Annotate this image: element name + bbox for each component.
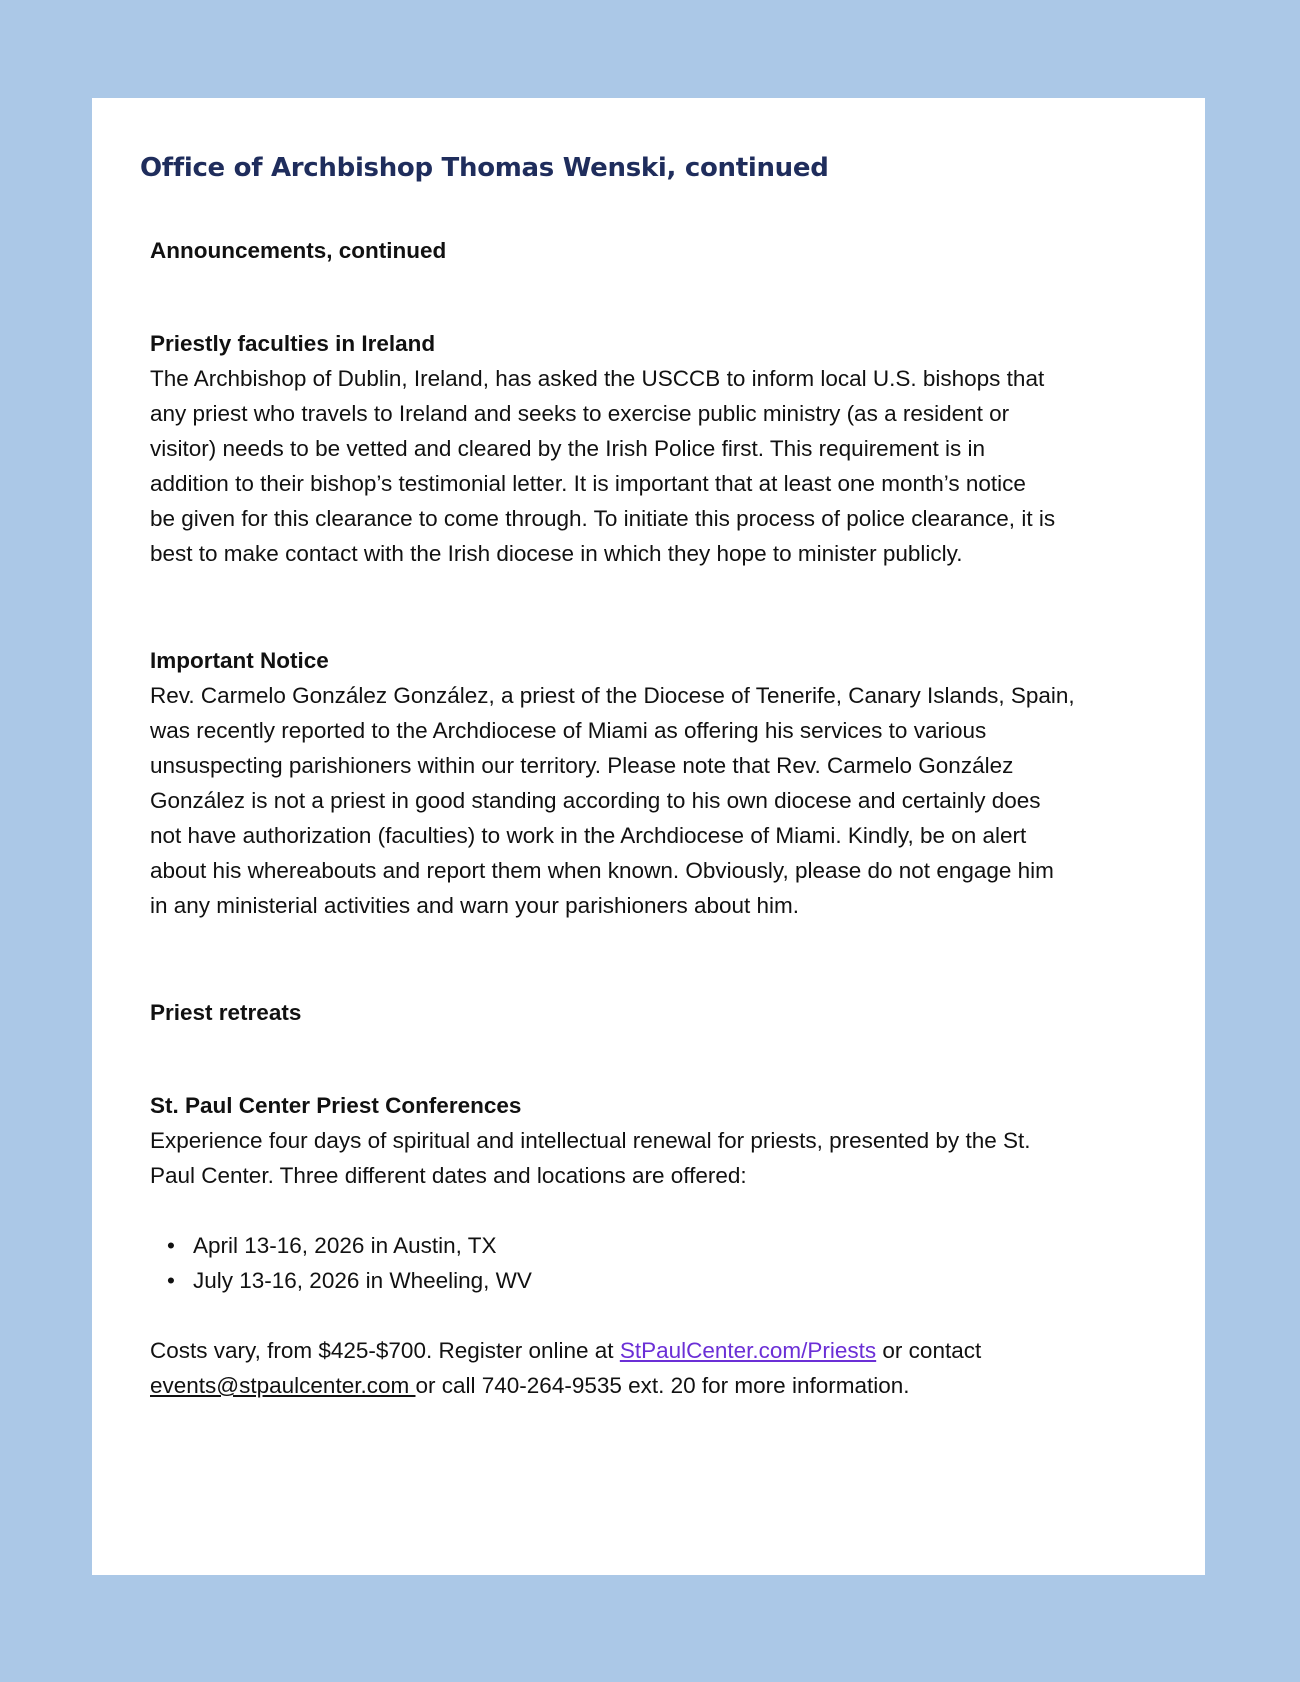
costs-text: or call 740-264-9535 ext. 20 for more information. [415,1373,910,1398]
retreats-heading: Priest retreats [150,1000,302,1025]
faculties-heading: Priestly faculties in Ireland [150,331,436,356]
notice-paragraph [150,678,1150,923]
document-body [150,233,1150,1403]
email-link[interactable]: events@stpaulcenter.com [150,1373,416,1398]
notice-line: in any ministerial activities and warn your parishioners about him. [150,893,800,918]
register-link[interactable]: StPaulCenter.com/Priests [619,1338,877,1363]
list-item [150,1228,1150,1263]
document-page [92,98,1205,1575]
list-item-text: July 13-16, 2026 in Wheeling, WV [193,1268,532,1293]
conferences-line: Paul Center. Three different dates and locations are offered: [150,1163,747,1188]
conference-dates-list [150,1228,1150,1298]
faculties-line: visitor) needs to be vetted and cleared by the Irish Police first. This requirement is in [150,436,985,461]
notice-line: not have authorization (faculties) to work in the Archdiocese of Miami. Kindly, be on alert [150,823,1027,848]
list-item [150,1263,1150,1298]
conferences-heading: St. Paul Center Priest Conferences [150,1093,522,1118]
costs-text: Costs vary, from $425-$700. Register online at [150,1338,620,1363]
page-title: Office of Archbishop Thomas Wenski, continued [140,153,829,183]
bullet-icon: • [167,1268,175,1293]
notice-line: González is not a priest in good standing according to his own diocese and certainly does [150,788,1041,813]
notice-line: about his whereabouts and report them when known. Obviously, please do not engage him [150,858,1054,883]
faculties-line: any priest who travels to Ireland and seeks to exercise public ministry (as a resident or [150,401,1010,426]
notice-line: Rev. Carmelo González González, a priest of the Diocese of Tenerife, Canary Islands, Spain, [150,683,1075,708]
faculties-paragraph [150,361,1150,571]
bullet-icon: • [167,1233,175,1258]
faculties-line: The Archbishop of Dublin, Ireland, has asked the USCCB to inform local U.S. bishops that [150,366,1045,391]
costs-paragraph [150,1333,1150,1403]
notice-line: unsuspecting parishioners within our territory. Please note that Rev. Carmelo González [150,753,1014,778]
conferences-line: Experience four days of spiritual and intellectual renewal for priests, presented by the St. [150,1128,1031,1153]
faculties-line: be given for this clearance to come through. To initiate this process of police clearance, it is [150,506,1056,531]
costs-text: or contact [876,1338,982,1363]
list-item-text: April 13-16, 2026 in Austin, TX [193,1233,497,1258]
section-heading-announcements: Announcements, continued [150,238,447,263]
notice-heading: Important Notice [150,648,329,673]
notice-line: was recently reported to the Archdiocese of Miami as offering his services to various [150,718,987,743]
conferences-paragraph [150,1123,1150,1193]
faculties-line: addition to their bishop’s testimonial letter. It is important that at least one month’s notice [150,471,1026,496]
faculties-line: best to make contact with the Irish diocese in which they hope to minister publicly. [150,541,963,566]
